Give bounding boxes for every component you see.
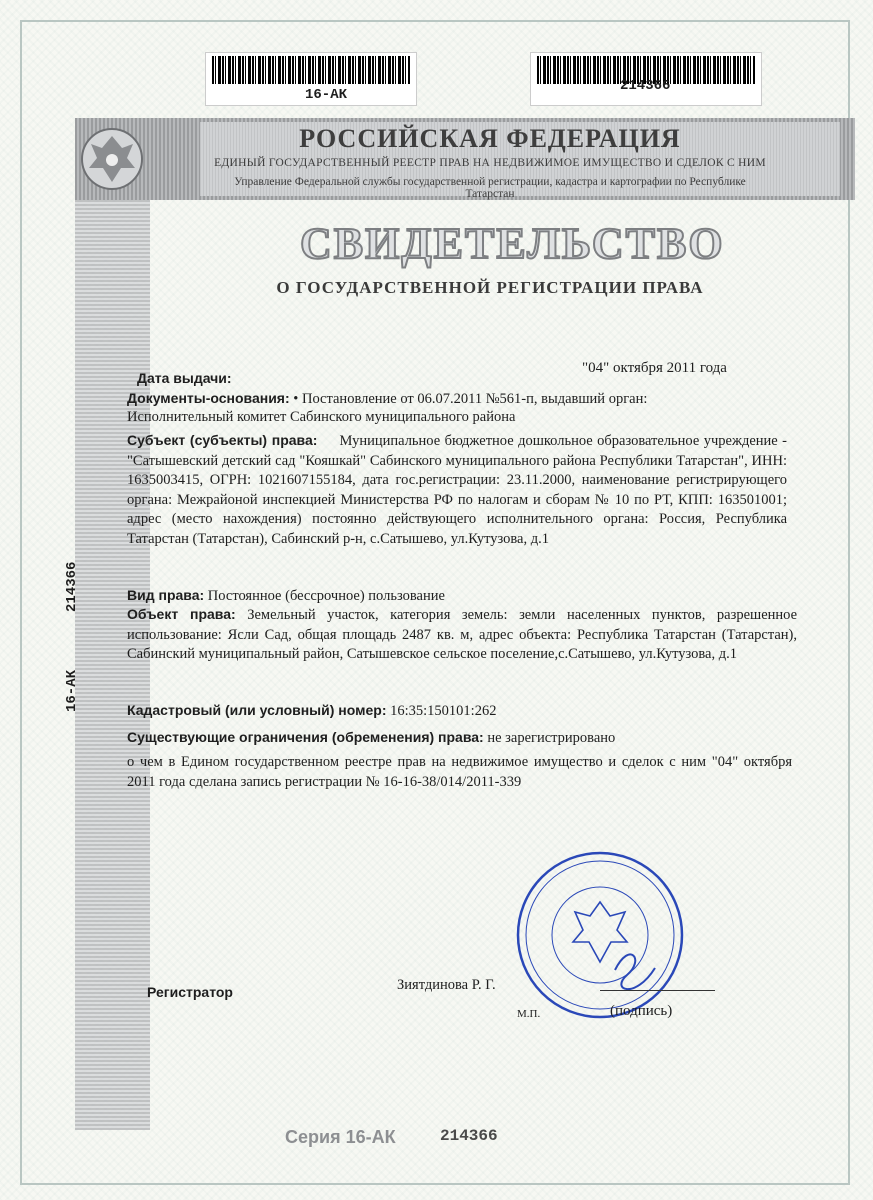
right-type-line <box>127 586 787 607</box>
barcode-left <box>212 56 410 84</box>
cadastral-line <box>127 701 787 722</box>
documents-issuer: Исполнительный комитет Сабинского муниципального района <box>127 409 516 425</box>
documents-label: Документы-основания: <box>127 390 290 406</box>
signature-line <box>600 990 715 991</box>
registry-title: ЕДИНЫЙ ГОСУДАРСТВЕННЫЙ РЕЕСТР ПРАВ НА НЕДВИЖИМОЕ ИМУЩЕСТВО И СДЕЛОК С НИМ <box>214 157 766 169</box>
registrar-name: Зиятдинова Р. Г. <box>397 977 496 993</box>
signature-label: (подпись) <box>610 1003 673 1019</box>
object-block <box>127 605 797 665</box>
seal-place-label: М.П. <box>517 1008 541 1020</box>
documents-text: • Постановление от 06.07.2011 №561-п, выдавший орган: <box>293 391 648 407</box>
cadastral-value: 16:35:150101:262 <box>390 703 497 719</box>
documents-line <box>127 389 747 410</box>
subject-block <box>127 431 787 549</box>
issue-date-label: Дата выдачи: <box>137 370 232 386</box>
object-text: Земельный участок, категория земель: земли населенных пунктов, разрешенное использование: Ясли Сад, общая площадь 2487 кв. м, адрес объекта: Республика Татарстан (Татарстан), Сабинский муниципальный район, Сатышевское сельское поселение,с.Сатышево, ул.Кутузова, д.1 <box>127 607 798 662</box>
barcode-right-code: 214366 <box>620 78 671 94</box>
registrar-label: Регистратор <box>147 984 233 1000</box>
right-type-value: Постоянное (бессрочное) пользование <box>207 588 445 604</box>
restrictions-line <box>127 728 787 749</box>
cadastral-label: Кадастровый (или условный) номер: <box>127 702 387 718</box>
issue-date-value: "04" октября 2011 года <box>582 360 727 376</box>
right-type-label: Вид права: <box>127 587 205 603</box>
country-title: РОССИЙСКАЯ ФЕДЕРАЦИЯ <box>299 124 681 153</box>
restrictions-value: не зарегистрировано <box>487 730 616 746</box>
coat-of-arms-icon <box>75 118 150 200</box>
certificate-subtitle: О ГОСУДАРСТВЕННОЙ РЕГИСТРАЦИИ ПРАВА <box>276 278 704 297</box>
decorative-side-band <box>75 200 150 1130</box>
registration-record: о чем в Едином государственном реестре прав на недвижимое имущество и сделок с ним "04" октября 2011 года сделана запись регистрации № 16-16-38/014/2011-339 <box>127 754 792 790</box>
barcode-left-code: 16-АК <box>305 87 348 103</box>
footer-series: Серия 16-АК <box>285 1127 396 1147</box>
side-series-code: 16-АК <box>64 669 80 712</box>
authority-title: Управление Федеральной службы государственной регистрации, кадастра и картографии по Республике Татарстан <box>234 176 746 200</box>
subject-text: Муниципальное бюджетное дошкольное образовательное учреждение - "Сатышевский детский сад "Кояшкай" Сабинского муниципального района Республики Татарстан", ИНН: 1635003415, ОГРН: 1021607155184, дата гос.регистрации: 23.11.2000, наименование регистрирующего органа: Межрайоной инспекцией Министерства РФ по налогам и сборам № 10 по РТ, КПП: 163501001; адрес (место нахождения) постоянно действующего исполнительного органа: Россия, Республика Татарстан (Татарстан), Сабинский р-н, с.Сатышево, ул.Кутузова, д.1 <box>127 433 787 547</box>
certificate-title: СВИДЕТЕЛЬСТВО <box>300 219 725 268</box>
subject-label: Субъект (субъекты) права: <box>127 432 318 448</box>
side-number-code: 214366 <box>64 561 80 612</box>
object-label: Объект права: <box>127 606 236 622</box>
restrictions-label: Существующие ограничения (обременения) права: <box>127 729 484 745</box>
footer-number: 214366 <box>440 1127 498 1145</box>
official-seal <box>515 850 685 1020</box>
